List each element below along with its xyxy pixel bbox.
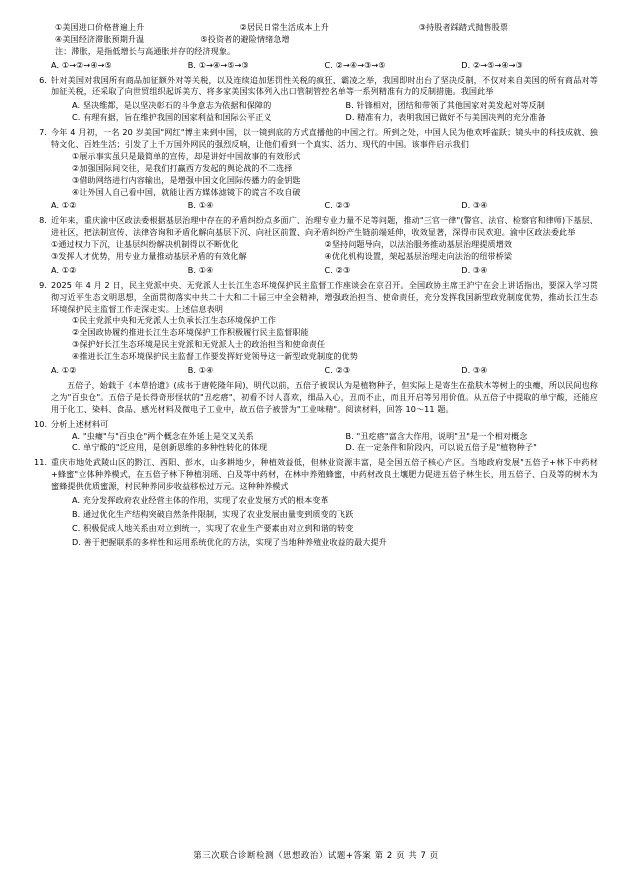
option-a[interactable]: A. ①→②→④→⑤ <box>51 59 112 70</box>
top-note: 注：滞胀，是指低增长与高通胀并存的经济现象。 <box>55 45 236 56</box>
top-option-3: ③持股者踩踏式抛售股票 <box>418 22 509 32</box>
option-b[interactable]: B. 针锋相对，团结和带领了其他国家对美发起对等反制 <box>345 100 545 111</box>
question-8 <box>34 215 598 276</box>
option-c[interactable]: C. 有理有据，旨在维护我国的国家利益和国际公平正义 <box>72 112 272 123</box>
option-c[interactable]: C. ②③ <box>324 200 351 211</box>
question-number: 9. <box>39 279 47 290</box>
question-stem: 针对美国对我国所有商品加征额外对等关税，以及连续追加惩罚性关税的疯狂、霸凌之举，我国即时出台了坚决反制，不仅对来自美国的所有商品对等加征关税，还采取了向世贸组织起诉美方、将多家美国实体列入出口管制管控名单等一系列精准有力的反制措施。我国此举 <box>51 74 598 97</box>
statement-1: ①展示事实虽只是最简单的宣传，却是讲好中国故事的有效形式 <box>72 150 301 161</box>
option-a[interactable]: A. "虫瘿"与"百虫仓"两个概念在外延上是交叉关系 <box>72 430 254 441</box>
document-content <box>34 22 598 549</box>
question-stem: 2025 年 4 月 2 日，民主党派中央、无党派人士长江生态环境保护民主监督工作座谈会在京召开。全国政协主席王沪宁在会上讲话指出，要深入学习贯彻习近平生态文明思想，全面贯彻落实中共二十大和二十届三中全会精神，增强政治担当、使命责任，充分发挥我国新型政党制度优势，推动长江生态环境保护民主监督工作走深走实。上述信息表明 <box>51 279 598 314</box>
question-number: 6. <box>39 74 47 85</box>
option-c[interactable]: C. ②③ <box>324 264 351 275</box>
option-b[interactable]: B. ①④ <box>187 264 214 275</box>
option-d[interactable]: D. ②→⑤→④→③ <box>461 59 523 70</box>
question-6 <box>34 75 598 125</box>
option-d[interactable]: D. 精准有力，表明我国已做好不与美国决判的充分准备 <box>345 112 546 123</box>
statement-3: ③借助网络进行内容输出，是增强中国文化国际传播力的金钥匙 <box>72 174 301 185</box>
option-a[interactable]: A. 坚决维都，是以坚决彰石的斗争意志为依据和保障的 <box>72 100 272 111</box>
statement-4: ④让外国人自己看中国，就能让西方媒体滤镜下的谎言不攻自破 <box>72 186 301 197</box>
reading-material <box>34 380 598 416</box>
top-options-line-1 <box>34 22 598 34</box>
option-b[interactable]: B. "丑疙瘩"富含大作用，说明"丑"是一个相对概念 <box>345 430 528 441</box>
statement-1: ①民主党派中央和无党派人士负承长江生态环境保护工作 <box>72 315 277 326</box>
option-d[interactable]: D. ③④ <box>461 200 488 211</box>
question-number: 7. <box>39 127 47 138</box>
option-a[interactable]: A. ①② <box>51 264 77 275</box>
top-option-1: ①美国进口价格普遍上升 <box>55 22 145 32</box>
statement-2: ②坚持问题导向，以法治服务推动基层治理提质增效 <box>324 239 513 250</box>
question-10 <box>34 419 598 455</box>
option-a[interactable]: A. ①② <box>51 200 77 211</box>
question-9 <box>34 280 598 377</box>
question-stem: 近年来，重庆渝中区政法委根据基层治理中存在的矛盾纠纷点多面广、治理专业力量不足等问题，推动"三官一律"(警官、法官、检察官和律师)下基层、进社区，把法制宣传、法律咨询和矛盾化解向基层下沉、向社区前置、向矛盾纠纷产生链前端延伸，收效显著，深得市民欢迎。渝中区政法委此举 <box>51 215 598 238</box>
top-answer-options <box>34 60 598 72</box>
question-number: 8. <box>39 215 47 226</box>
option-d[interactable]: D. 善于把握联系的多样性和运用系统优化的方法，实现了当地种养殖业收益的最大提升 <box>72 536 387 547</box>
question-7 <box>34 127 598 212</box>
statement-2: ②加强国际间交往，是我们打赢西方发起的舆论战的不二选择 <box>72 162 293 173</box>
question-stem: 分析上述材料可 <box>51 418 109 429</box>
option-c[interactable]: C. 单宁酸的"泛应用，是创新思维的多种性转化的体现 <box>72 442 268 453</box>
option-c[interactable]: C. 积极促成人地关系由对立到统一，实现了农业生产要素由对立到和谐的转变 <box>72 522 354 533</box>
question-stem: 今年 4 月初，一名 20 岁美国"网红"博主来到中国，以一镜到底的方式直播他的中国之行。所到之处，中国人民为他欢呼雀跃；镜头中的科技成就、独特文化、百姓生活；引发了上千万国外网民的强烈反响，让他们看到一个真实、活力、现代的中国。该事件启示我们 <box>51 127 598 150</box>
statement-3: ③发挥人才优势，用专业力量推动基层矛盾的有效化解 <box>51 251 247 262</box>
statement-4: ④推进长江生态环境保护民主监督工作要发挥好党领导这一新型政党制度的优势 <box>72 351 358 362</box>
question-stem: 重庆市地处武陵山区的黔江、西阳、彭水，山多耕地少，种植效益低，但林业资源丰富，是全国五倍子核心产区。当地政府发展"五倍子+林下中药材+蜂蜜"立体种养模式，在五倍子林下种植羽瑶、白及等中药材，在林中养殖蜂蜜，中药材改良土壤肥力促进五倍子林生长，用五倍子、白及等的树木为蜜蜂提供优质蜜源，村民种养同步收益移松过万元。这种种养模式 <box>51 457 598 492</box>
option-c[interactable]: C. ②→④→③→⑤ <box>324 59 386 70</box>
option-a[interactable]: A. ①② <box>51 365 77 376</box>
question-number: 11. <box>34 457 48 468</box>
option-b[interactable]: B. 通过优化生产结构突破自然条件限制，实现了农业发展由量变到质变的飞跃 <box>72 508 354 519</box>
option-a[interactable]: A. 充分发挥政府农业经营主体的作用，实现了农业发展方式的根本变革 <box>72 494 329 505</box>
top-option-2: ②居民日常生活成本上升 <box>239 22 329 32</box>
option-d[interactable]: D. ③④ <box>461 365 488 376</box>
statement-1: ①通过权力下沉，让基层纠纷解决机制得以不断优化 <box>51 239 239 250</box>
statement-2: ②全国政协履约推进长江生态环境保护工作积极履行民主监督职能 <box>72 327 309 338</box>
option-c[interactable]: C. ②③ <box>324 365 351 376</box>
option-d[interactable]: D. ③④ <box>461 264 488 275</box>
statement-3: ③保护好长江生态环境是民主党派和无党派人士的政治担当和使命责任 <box>72 339 326 350</box>
question-11 <box>34 457 598 548</box>
statement-4: ④优化机构设置，架起基层治理走向法治的纽带桥梁 <box>324 251 513 262</box>
top-options-line-2: ④美国经济滞胀预期升温 ⑤投资者的避险情绪急增 <box>55 33 290 44</box>
question-number: 10. <box>34 418 48 429</box>
page-footer: 第三次联合诊断检测（思想政治）试题+答案 第 2 页 共 7 页 <box>193 850 439 860</box>
option-b[interactable]: B. ①→④→⑤→③ <box>187 59 249 70</box>
option-b[interactable]: B. ①④ <box>187 365 214 376</box>
option-d[interactable]: D. 在一定条件和阶段内，可以说五倍子是"植物种子" <box>345 442 537 453</box>
material-text: 五倍子，始载于《本草拾遗》(成书于唐乾隆年间)，明代以前，五倍子被误认为是植物种子，但实际上是寄生在盐肤木等树上的虫瘿，所以民间也称之为"百虫仓"。五倍子是长得奇形怪状的"丑疙瘩"，初看不讨人喜欢，细品入心，丑而不止，而且开启等另用价值。从五倍子中提取的单宁酸，还能应用于化工、染料、食品、感光材料及微电子工业中，故五倍子被誉为"工业味精"。阅读材料，回答 10～11 题。 <box>51 379 598 414</box>
option-b[interactable]: B. ①④ <box>187 200 214 211</box>
